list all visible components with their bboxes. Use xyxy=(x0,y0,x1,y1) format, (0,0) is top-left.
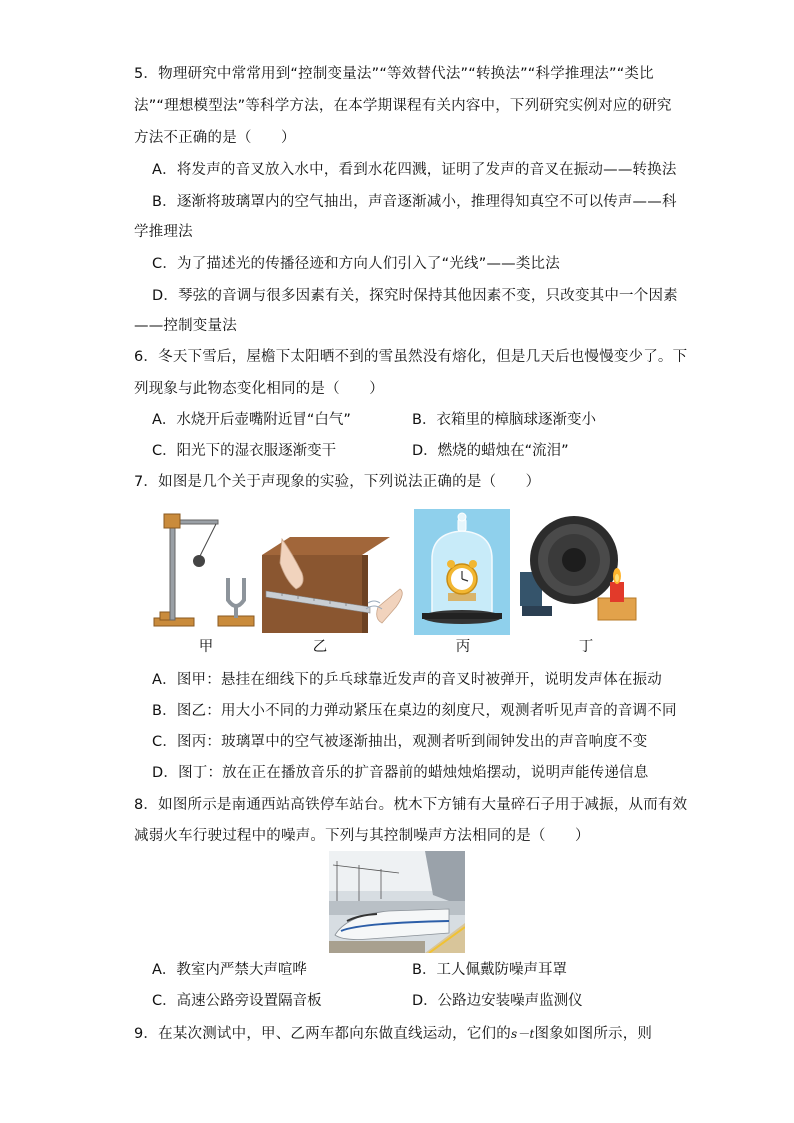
q8-stem-line1: 8．如图所示是南通西站高铁停车站台。枕木下方铺有大量碎石子用于减振，从而有效 xyxy=(134,797,688,813)
q8-option-a: A．教室内严禁大声喧哗 xyxy=(152,962,307,978)
q5-option-b-line1: B．逐渐将玻璃罩内的空气抽出，声音逐渐减小，推理得知真空不可以传声——科 xyxy=(152,194,677,210)
q6-option-c: C．阳光下的湿衣服逐渐变干 xyxy=(152,443,337,459)
q6-option-d: D．燃烧的蜡烛在“流泪” xyxy=(412,443,569,459)
q8-option-c: C．高速公路旁设置隔音板 xyxy=(152,993,322,1009)
figure-high-speed-train-platform xyxy=(329,851,465,953)
q7-option-c: C．图丙：玻璃罩中的空气被逐渐抽出，观测者听到闹钟发出的声音响度不变 xyxy=(152,734,648,750)
q5-option-b-line2: 学推理法 xyxy=(134,224,193,240)
q8-option-d: D．公路边安装噪声监测仪 xyxy=(412,993,583,1009)
q7-stem: 7．如图是几个关于声现象的实验，下列说法正确的是（ ） xyxy=(134,474,541,490)
q5-stem-line1: 5．物理研究中常常用到“控制变量法”“等效替代法”“转换法”“科学推理法”“类比 xyxy=(134,66,654,82)
q5-stem-line2: 法”“理想模型法”等科学方法，在本学期课程有关内容中，下列研究实例对应的研究 xyxy=(134,98,672,114)
caption-ding: 丁 xyxy=(578,639,594,655)
q5-stem-line3: 方法不正确的是（ ） xyxy=(134,130,296,146)
q7-option-d: D．图丁：放在正在播放音乐的扩音器前的蜡烛烛焰摆动，说明声能传递信息 xyxy=(152,765,649,781)
caption-yi: 乙 xyxy=(312,639,328,655)
q8-stem-line2: 减弱火车行驶过程中的噪声。下列与其控制噪声方法相同的是（ ） xyxy=(134,828,590,844)
caption-jia: 甲 xyxy=(198,639,214,655)
q9-st-variable: s－t xyxy=(510,1027,535,1041)
q6-option-a: A．水烧开后壶嘴附近冒“白气” xyxy=(152,412,351,428)
q5-option-a: A．将发声的音叉放入水中，看到水花四溅，证明了发声的音叉在振动——转换法 xyxy=(152,162,677,178)
q6-stem-line1: 6．冬天下雪后，屋檐下太阳晒不到的雪虽然没有熔化，但是几天后也慢慢变少了。下 xyxy=(134,349,688,365)
q9-stem xyxy=(134,1024,652,1044)
q5-option-c: C．为了描述光的传播径迹和方向人们引入了“光线”——类比法 xyxy=(152,256,560,272)
q8-option-b: B．工人佩戴防噪声耳罩 xyxy=(412,962,567,978)
q7-option-b: B．图乙：用大小不同的力弹动紧压在桌边的刻度尺，观测者听见声音的音调不同 xyxy=(152,703,677,719)
q5-option-d-line1: D．琴弦的音调与很多因素有关，探究时保持其他因素不变，只改变其中一个因素 xyxy=(152,288,678,304)
figure-ding-speaker-candle xyxy=(518,514,640,624)
q6-option-b: B．衣箱里的樟脑球逐渐变小 xyxy=(412,412,596,428)
caption-bing: 丙 xyxy=(455,639,471,655)
q5-option-d-line2: ——控制变量法 xyxy=(134,318,237,334)
figure-jia-tuning-fork-pendulum xyxy=(150,508,262,632)
q9-stem-pre: 9．在某次测试中，甲、乙两车都向东做直线运动，它们的 xyxy=(134,1026,511,1042)
figure-bing-bell-jar-clock xyxy=(414,509,510,635)
figure-yi-ruler-on-table xyxy=(262,515,406,633)
q6-stem-line2: 列现象与此物态变化相同的是（ ） xyxy=(134,381,384,397)
q9-stem-post: 图象如图所示，则 xyxy=(534,1026,653,1042)
q7-option-a: A．图甲：悬挂在细线下的乒乓球靠近发声的音叉时被弹开，说明发声体在振动 xyxy=(152,672,662,688)
